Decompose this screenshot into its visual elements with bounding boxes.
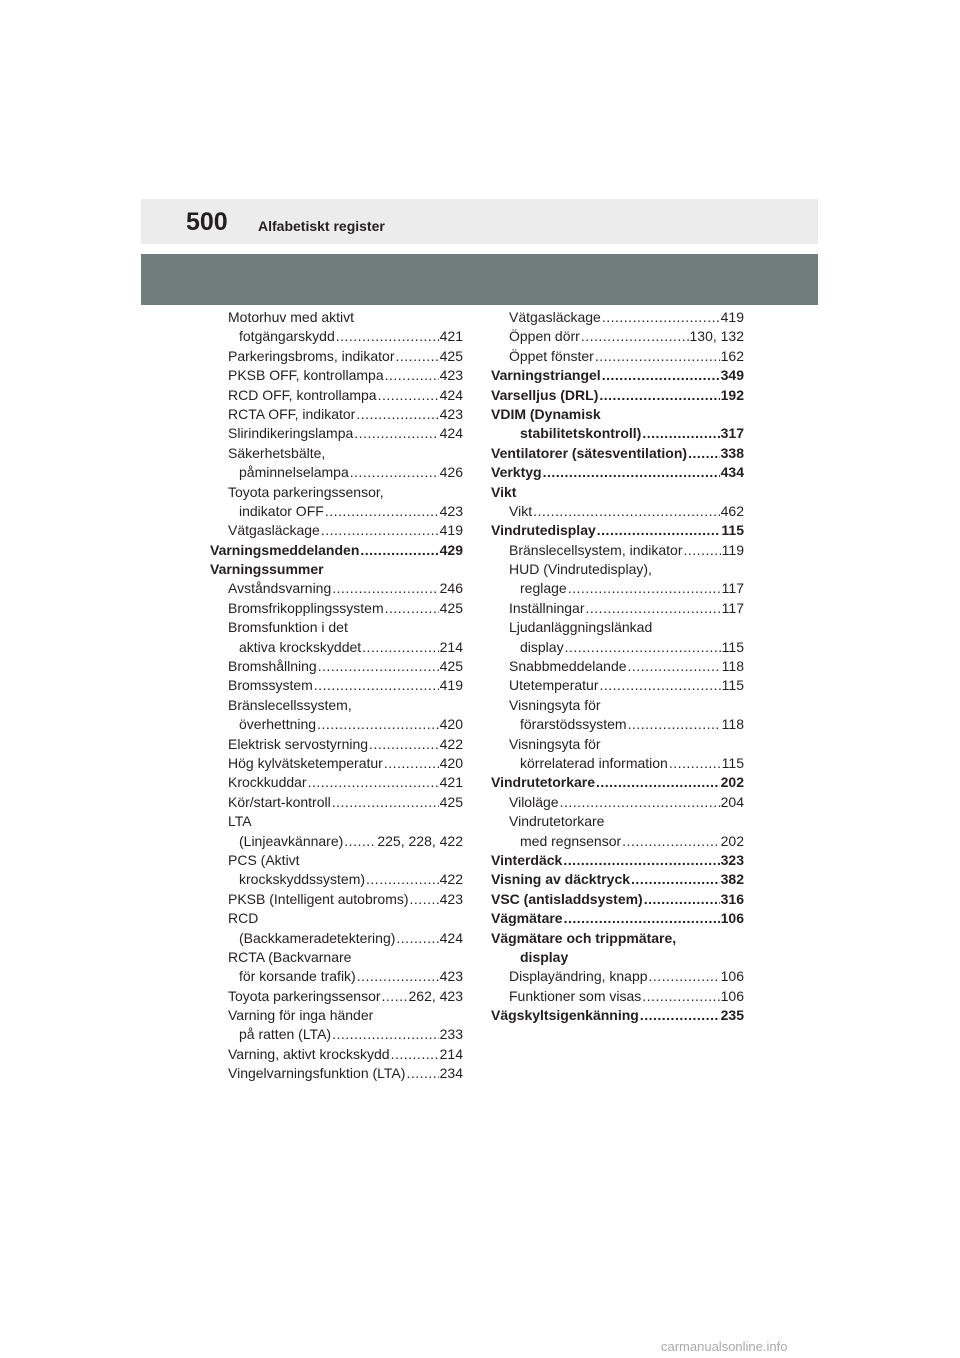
index-entry — [491, 579, 744, 598]
index-page-ref: 106 — [720, 910, 744, 927]
dot-leader — [350, 463, 439, 482]
index-page-ref: 426 — [439, 464, 463, 481]
index-entry — [491, 967, 744, 986]
index-page-ref: 225, 228, 422 — [377, 832, 463, 849]
dot-leader — [568, 579, 721, 598]
index-page-ref: 246 — [439, 580, 463, 597]
title-band — [141, 254, 818, 305]
index-page-ref: 422 — [439, 871, 463, 888]
index-entry-heading — [210, 1006, 463, 1025]
index-entry-text: Viloläge — [509, 793, 559, 810]
dot-leader — [628, 715, 721, 734]
index-entry-text: Bränslecellssystem, — [228, 696, 352, 713]
dot-leader — [622, 832, 719, 851]
index-entry — [491, 541, 744, 560]
index-page-ref: 425 — [439, 347, 463, 364]
index-page-ref: 420 — [439, 716, 463, 733]
index-page-ref: 235 — [720, 1007, 744, 1024]
index-entry-heading — [210, 851, 463, 870]
index-column-right — [491, 308, 744, 1025]
dot-leader — [396, 929, 438, 948]
index-entry-text: krockskyddssystem) — [239, 871, 366, 888]
index-entry-heading — [210, 308, 463, 327]
index-page-ref: 420 — [439, 754, 463, 771]
index-entry-text: reglage — [520, 580, 567, 597]
index-entry — [210, 735, 463, 754]
index-entry — [491, 599, 744, 618]
dot-leader — [597, 521, 721, 540]
index-page-ref: 423 — [439, 890, 463, 907]
dot-leader — [543, 463, 720, 482]
index-page-ref: 119 — [721, 541, 744, 558]
index-page-ref: 425 — [439, 599, 463, 616]
index-entry — [210, 890, 463, 909]
index-entry-heading — [491, 735, 744, 754]
index-page-ref: 214 — [439, 638, 463, 655]
index-entry-heading — [210, 696, 463, 715]
dot-leader — [332, 579, 438, 598]
dot-leader — [628, 657, 721, 676]
index-entry — [491, 638, 744, 657]
index-page-ref: 117 — [721, 599, 744, 616]
dot-leader — [391, 1045, 439, 1064]
index-entry — [491, 444, 744, 463]
index-entry-text: för korsande trafik) — [239, 968, 356, 985]
index-entry-heading — [491, 812, 744, 831]
dot-leader — [357, 967, 439, 986]
index-entry-heading — [491, 929, 744, 948]
dot-leader — [602, 366, 720, 385]
index-entry-text: LTA — [228, 813, 252, 830]
index-entry-text: Varningssummer — [210, 561, 324, 578]
index-entry-text: Krockkuddar — [228, 774, 307, 791]
page-number: 500 — [186, 208, 228, 236]
index-page-ref: 204 — [720, 793, 744, 810]
index-entry-text: indikator OFF — [239, 502, 324, 519]
index-entry — [210, 638, 463, 657]
index-page-ref: 234 — [439, 1065, 463, 1082]
index-page-ref: 462 — [720, 502, 744, 519]
index-entry-heading — [210, 909, 463, 928]
index-entry — [210, 366, 463, 385]
index-entry — [210, 347, 463, 366]
dot-leader — [644, 890, 720, 909]
index-entry-text: Bränslecellsystem, indikator — [509, 541, 683, 558]
index-entry-text: Utetemperatur — [509, 677, 599, 694]
index-entry-text: Ventilatorer (sätesventilation) — [491, 444, 688, 461]
index-entry — [491, 424, 744, 443]
index-entry-heading — [210, 948, 463, 967]
index-entry-text: Vindrutedisplay — [491, 522, 596, 539]
index-entry-text: Visningsyta för — [509, 696, 601, 713]
index-entry-text: Parkeringsbroms, indikator — [228, 347, 395, 364]
index-entry — [210, 715, 463, 734]
index-entry-text: Öppen dörr — [509, 328, 580, 345]
dot-leader — [325, 502, 439, 521]
index-entry-text: Avståndsvarning — [228, 580, 332, 597]
index-entry — [491, 386, 744, 405]
index-entry-text: Vindrutetorkare — [491, 774, 595, 791]
dot-leader — [640, 1006, 720, 1025]
index-entry — [491, 715, 744, 734]
index-entry — [210, 327, 463, 346]
index-entry — [210, 599, 463, 618]
index-entry — [210, 676, 463, 695]
index-entry — [491, 909, 744, 928]
index-entry-heading — [210, 483, 463, 502]
dot-leader — [642, 987, 719, 1006]
index-entry-text: fotgängarskydd — [239, 328, 335, 345]
index-page-ref: 424 — [439, 425, 463, 442]
index-entry-heading — [210, 444, 463, 463]
index-column-left — [210, 308, 463, 1084]
index-entry-text: Verktyg — [491, 464, 542, 481]
index-entry — [491, 773, 744, 792]
dot-leader — [560, 793, 720, 812]
index-entry — [491, 502, 744, 521]
index-entry-text: Displayändring, knapp — [509, 968, 648, 985]
index-entry-text: Ljudanläggningslänkad — [509, 619, 653, 636]
index-entry — [210, 1064, 463, 1083]
index-entry-text: VSC (antisladdsystem) — [491, 890, 643, 907]
index-entry-text: Elektrisk servostyrning — [228, 735, 369, 752]
index-entry — [210, 541, 463, 560]
index-entry-text: Bromsfunktion i det — [228, 619, 348, 636]
dot-leader — [406, 1064, 438, 1083]
index-page-ref: 425 — [439, 658, 463, 675]
index-page-ref: 115 — [721, 677, 744, 694]
index-entry-text: display — [520, 638, 564, 655]
index-entry — [210, 521, 463, 540]
index-entry — [210, 793, 463, 812]
index-entry-text: Varningstriangel — [491, 367, 601, 384]
index-entry-text: Inställningar — [509, 599, 585, 616]
index-entry-text: HUD (Vindrutedisplay), — [509, 561, 652, 578]
dot-leader — [308, 773, 439, 792]
index-entry-text: Bromssystem — [228, 677, 313, 694]
index-entry — [491, 308, 744, 327]
index-entry — [491, 851, 744, 870]
index-entry — [491, 793, 744, 812]
dot-leader — [642, 424, 719, 443]
dot-leader — [669, 754, 721, 773]
dot-leader — [356, 405, 438, 424]
index-entry-text: PCS (Aktivt — [228, 851, 300, 868]
index-page-ref: 419 — [720, 309, 744, 325]
index-page-ref: 382 — [720, 871, 744, 888]
index-page-ref: 316 — [720, 890, 744, 907]
index-page-ref: 262, 423 — [408, 987, 463, 1004]
index-entry-text: aktiva krockskyddet — [239, 638, 362, 655]
index-page-ref: 192 — [720, 386, 744, 403]
index-entry-text: Vingelvarningsfunktion (LTA) — [228, 1065, 406, 1082]
index-page-ref: 423 — [439, 367, 463, 384]
index-entry-text: VDIM (Dynamisk — [491, 405, 601, 422]
dot-leader — [649, 967, 720, 986]
index-entry-text: Varning, aktivt krockskydd — [228, 1045, 390, 1062]
index-entry — [491, 890, 744, 909]
index-entry-text: Vätgasläckage — [228, 522, 320, 539]
index-entry-text: Motorhuv med aktivt — [228, 309, 355, 325]
index-entry-text: Toyota parkeringssensor — [228, 987, 381, 1004]
index-page-ref: 106 — [720, 968, 744, 985]
dot-leader — [362, 638, 438, 657]
index-entry — [210, 754, 463, 773]
index-entry — [210, 405, 463, 424]
dot-leader — [332, 1025, 439, 1044]
index-entry-text: Snabbmeddelande — [509, 658, 627, 675]
dot-leader — [318, 657, 439, 676]
index-page-ref: 117 — [721, 580, 744, 597]
index-page-ref: 429 — [439, 541, 463, 558]
dot-leader — [314, 676, 439, 695]
index-page-ref: 421 — [439, 328, 463, 345]
index-page-ref: 317 — [720, 425, 744, 442]
index-page-ref: 423 — [439, 968, 463, 985]
index-page-ref: 419 — [439, 522, 463, 539]
dot-leader — [581, 327, 689, 346]
index-entry-text: (Backkameradetektering) — [239, 929, 396, 946]
index-entry — [210, 967, 463, 986]
index-entry-text: Kör/start-kontroll — [228, 793, 331, 810]
index-entry-heading — [491, 948, 744, 967]
index-entry — [491, 754, 744, 773]
index-entry-heading — [491, 483, 744, 502]
index-entry-text: med regnsensor — [520, 832, 622, 849]
index-entry-text: Visning av däcktryck — [491, 871, 631, 888]
index-page-ref: 115 — [721, 638, 744, 655]
index-entry — [491, 676, 744, 695]
dot-leader — [366, 870, 439, 889]
index-page-ref: 421 — [439, 774, 463, 791]
index-entry — [210, 773, 463, 792]
dot-leader — [378, 386, 439, 405]
index-page-ref: 434 — [720, 464, 744, 481]
dot-leader — [533, 502, 720, 521]
dot-leader — [563, 851, 719, 870]
index-entry-text: Hög kylvätsketemperatur — [228, 754, 383, 771]
index-entry — [491, 347, 744, 366]
index-entry-text: Vägmätare och trippmätare, — [491, 929, 677, 946]
dot-leader — [595, 347, 720, 366]
dot-leader — [317, 715, 439, 734]
index-page-ref: 349 — [720, 367, 744, 384]
index-entry-text: förarstödssystem — [520, 716, 627, 733]
index-entry-text: Varselljus (DRL) — [491, 386, 599, 403]
index-entry — [210, 1045, 463, 1064]
index-entry-text: Bromsfrikopplingssystem — [228, 599, 384, 616]
index-page-ref: 233 — [439, 1026, 463, 1043]
index-page-ref: 115 — [721, 522, 744, 539]
index-page-ref: 422 — [439, 735, 463, 752]
index-entry-heading — [210, 618, 463, 637]
header-bar — [141, 199, 818, 244]
index-entry-text: Visningsyta för — [509, 735, 601, 752]
dot-leader — [631, 870, 720, 889]
index-entry — [491, 327, 744, 346]
index-entry — [210, 929, 463, 948]
index-entry-heading — [491, 560, 744, 579]
index-entry-text: Vägmätare — [491, 910, 563, 927]
index-entry-text: RCTA OFF, indikator — [228, 405, 356, 422]
index-page-ref: 423 — [439, 405, 463, 422]
index-entry-text: stabilitetskontroll) — [520, 425, 642, 442]
dot-leader — [688, 444, 720, 463]
index-entry-text: Öppet fönster — [509, 347, 594, 364]
index-entry — [491, 870, 744, 889]
dot-leader — [382, 987, 408, 1006]
index-page-ref: 118 — [721, 716, 744, 733]
index-entry — [210, 463, 463, 482]
index-entry — [210, 424, 463, 443]
index-entry — [210, 657, 463, 676]
index-entry-text: Toyota parkeringssensor, — [228, 483, 384, 500]
dot-leader — [684, 541, 721, 560]
index-entry-text: Vikt — [491, 483, 517, 500]
dot-leader — [332, 793, 439, 812]
index-entry-text: RCD OFF, kontrollampa — [228, 386, 377, 403]
index-page-ref: 425 — [439, 793, 463, 810]
index-entry — [491, 463, 744, 482]
index-entry — [210, 870, 463, 889]
index-entry — [491, 987, 744, 1006]
index-page-ref: 106 — [720, 987, 744, 1004]
index-page-ref: 323 — [720, 851, 744, 868]
index-entry-text: Funktioner som visas — [509, 987, 642, 1004]
index-entry-text: påminnelselampa — [239, 464, 349, 481]
dot-leader — [344, 832, 376, 851]
dot-leader — [385, 599, 439, 618]
index-page-ref: 115 — [721, 754, 744, 771]
index-page-ref: 118 — [721, 658, 744, 675]
index-page-ref: 130, 132 — [689, 328, 744, 345]
index-page-ref: 214 — [439, 1045, 463, 1062]
index-page-ref: 424 — [439, 929, 463, 946]
index-entry-heading — [491, 405, 744, 424]
index-entry-text: Vägskyltsigenkänning — [491, 1007, 639, 1024]
index-entry — [491, 832, 744, 851]
dot-leader — [602, 308, 720, 327]
dot-leader — [599, 386, 719, 405]
index-entry-text: Säkerhetsbälte, — [228, 444, 326, 461]
dot-leader — [354, 424, 438, 443]
dot-leader — [321, 521, 439, 540]
index-entry — [210, 579, 463, 598]
dot-leader — [586, 599, 721, 618]
index-entry-text: PKSB OFF, kontrollampa — [228, 367, 384, 384]
index-entry — [491, 657, 744, 676]
index-entry — [491, 521, 744, 540]
index-entry-text: display — [520, 948, 569, 965]
index-entry — [491, 1006, 744, 1025]
dot-leader — [384, 754, 439, 773]
index-entry — [210, 386, 463, 405]
index-page-ref: 423 — [439, 502, 463, 519]
index-entry-text: körrelaterad information — [520, 754, 668, 771]
dot-leader — [410, 890, 439, 909]
index-entry — [210, 1025, 463, 1044]
index-entry-text: Bromshållning — [228, 658, 317, 675]
section-title: Alfabetiskt register — [258, 218, 385, 234]
index-entry — [210, 987, 463, 1006]
index-entry-text: RCTA (Backvarnare — [228, 948, 352, 965]
dot-leader — [360, 541, 438, 560]
index-entry — [491, 366, 744, 385]
index-page-ref: 202 — [720, 832, 744, 849]
index-entry-text: Vindrutetorkare — [509, 813, 605, 830]
index-entry-heading — [210, 812, 463, 831]
index-entry-text: på ratten (LTA) — [239, 1026, 332, 1043]
index-entry — [210, 502, 463, 521]
index-entry-text: (Linjeavkännare) — [239, 832, 344, 849]
index-entry-text: Vinterdäck — [491, 851, 563, 868]
index-entry-text: Varningsmeddelanden — [210, 541, 360, 558]
index-entry-heading — [491, 696, 744, 715]
dot-leader — [565, 638, 721, 657]
dot-leader — [336, 327, 439, 346]
index-entry-text: Vätgasläckage — [509, 309, 601, 325]
index-entry-heading — [210, 560, 463, 579]
dot-leader — [369, 735, 439, 754]
index-page-ref: 338 — [720, 444, 744, 461]
index-page-ref: 202 — [720, 774, 744, 791]
dot-leader — [596, 773, 720, 792]
index-entry-text: Slirindikeringslampa — [228, 425, 354, 442]
dot-leader — [599, 676, 720, 695]
dot-leader — [396, 347, 439, 366]
dot-leader — [564, 909, 720, 928]
dot-leader — [385, 366, 439, 385]
index-page-ref: 162 — [720, 347, 744, 364]
index-page-ref: 424 — [439, 386, 463, 403]
index-entry-text: Vikt — [509, 502, 533, 519]
index-page-ref: 419 — [439, 677, 463, 694]
index-entry-text: överhettning — [239, 716, 317, 733]
index-entry-text: RCD — [228, 910, 259, 927]
index-entry-heading — [491, 618, 744, 637]
index-entry — [210, 832, 463, 851]
index-entry-text: Varning för inga händer — [228, 1007, 374, 1024]
watermark: carmanualsonline.info — [661, 1339, 788, 1354]
index-entry-text: PKSB (Intelligent autobroms) — [228, 890, 409, 907]
